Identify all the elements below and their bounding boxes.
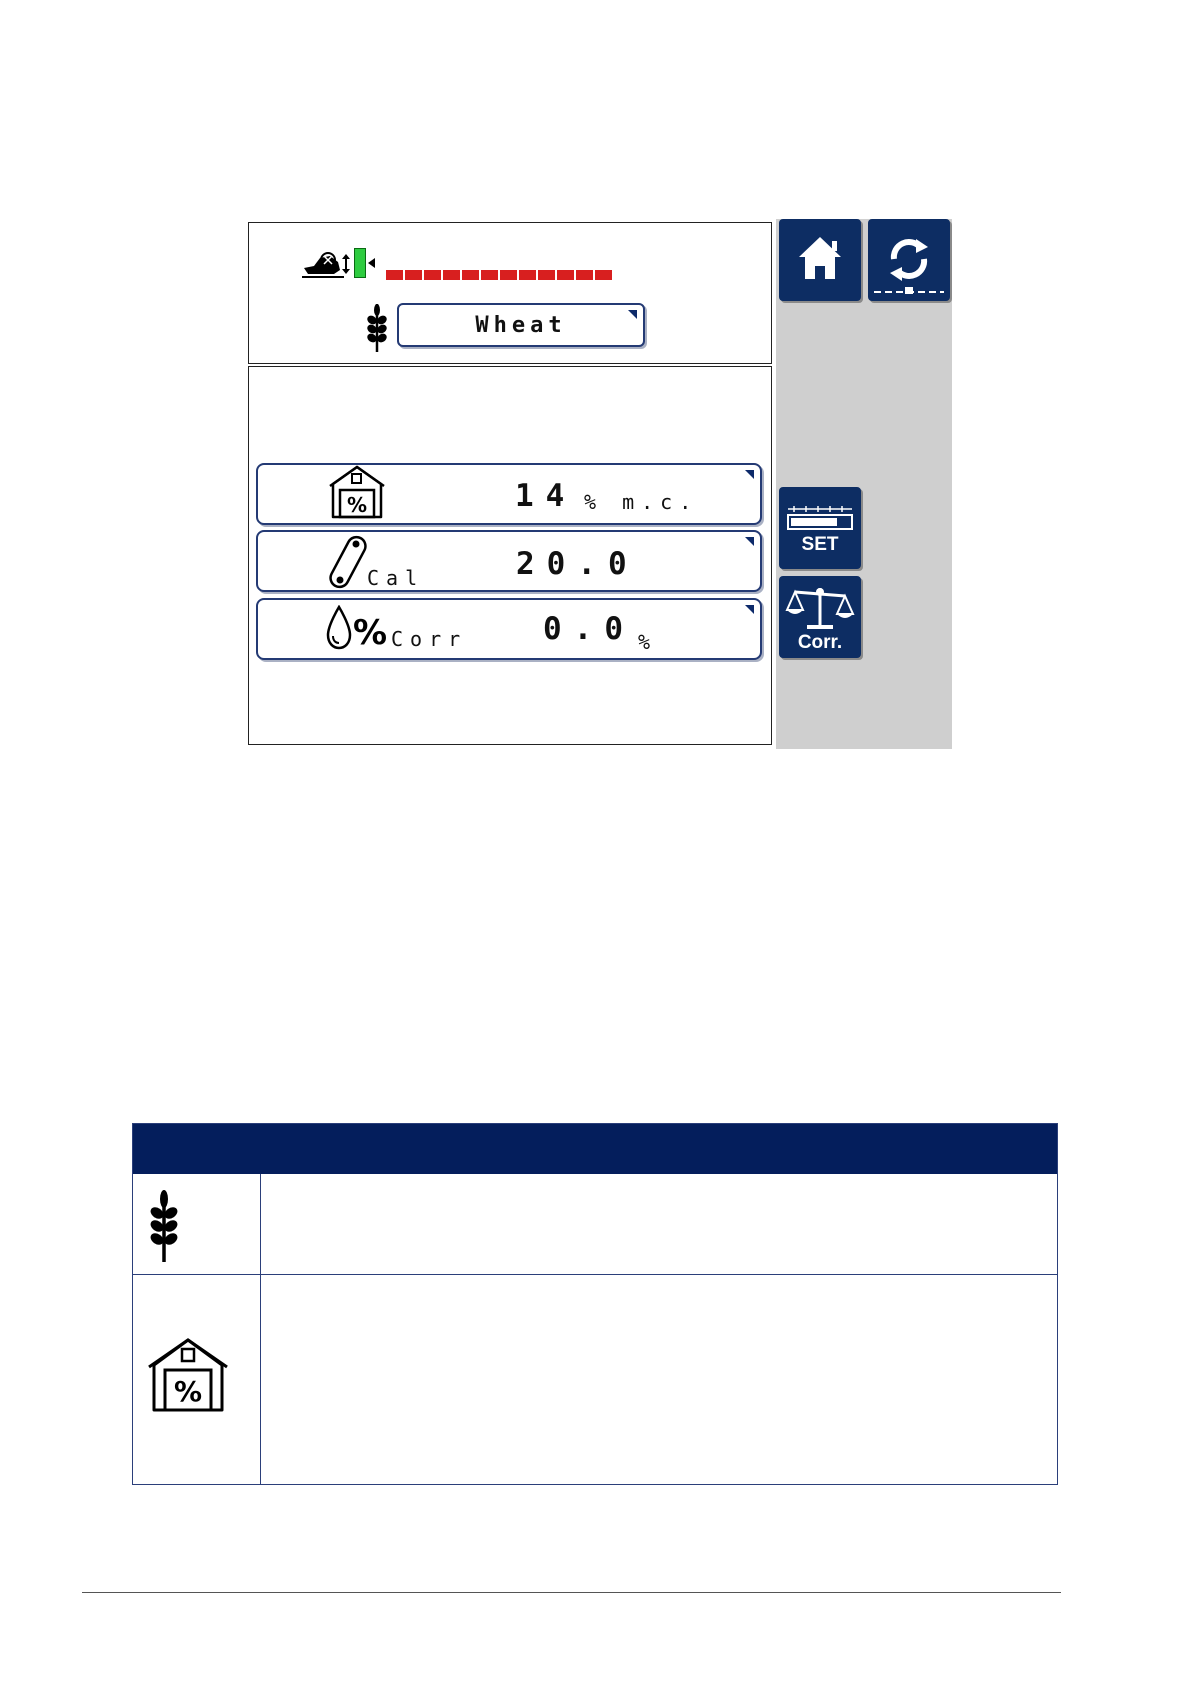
drop-percent-icon <box>326 605 390 651</box>
corner-marker-icon <box>745 470 754 479</box>
home-icon <box>779 219 861 301</box>
svg-text:%: % <box>352 613 388 651</box>
svg-text:%: % <box>346 493 368 517</box>
status-bar-segment <box>538 270 555 280</box>
store-percent-icon <box>326 464 388 520</box>
wheat-icon <box>366 302 388 352</box>
corner-marker-icon <box>628 310 637 319</box>
status-bar-segment <box>576 270 593 280</box>
status-bar-segment <box>386 270 403 280</box>
belt-icon <box>326 533 370 591</box>
status-bar-segment <box>519 270 536 280</box>
set-button[interactable] <box>779 487 861 569</box>
scales-icon <box>779 580 861 636</box>
arrow-left-icon <box>368 258 376 268</box>
table-row-divider <box>133 1274 1057 1275</box>
status-bar <box>386 270 612 280</box>
correction-label: Corr <box>391 627 468 651</box>
status-bar-segment <box>481 270 498 280</box>
set-label: SET <box>801 534 839 555</box>
correction-unit: % <box>638 630 651 654</box>
green-level-indicator <box>354 248 366 278</box>
calibration-value: 20.0 <box>516 546 639 582</box>
table-header <box>133 1124 1057 1174</box>
wheat-icon <box>149 1188 179 1262</box>
cycle-icon <box>868 219 950 301</box>
status-bar-segment <box>443 270 460 280</box>
status-bar-segment <box>557 270 574 280</box>
footer-rule <box>82 1592 1061 1593</box>
status-bar-segment <box>462 270 479 280</box>
moisture-unit: % m.c. <box>584 490 699 514</box>
calibration-label: Cal <box>367 566 425 590</box>
home-button[interactable] <box>779 219 861 301</box>
status-bar-segment <box>405 270 422 280</box>
icon-table <box>132 1123 1058 1485</box>
crop-label: Wheat <box>475 313 567 338</box>
correction-softkey[interactable] <box>779 576 861 658</box>
store-percent-icon <box>146 1337 230 1413</box>
status-bar-segment <box>500 270 517 280</box>
cycle-button[interactable] <box>868 219 950 301</box>
table-column-divider <box>260 1174 261 1484</box>
correction-value: 0.0 <box>543 611 635 647</box>
corner-marker-icon <box>745 537 754 546</box>
crop-select-button[interactable] <box>397 303 645 347</box>
corr-label: Corr. <box>797 632 843 653</box>
svg-text:%: % <box>173 1375 203 1408</box>
moisture-value: 14 <box>515 478 577 514</box>
status-bar-segment <box>595 270 612 280</box>
status-bar-segment <box>424 270 441 280</box>
corner-marker-icon <box>745 605 754 614</box>
